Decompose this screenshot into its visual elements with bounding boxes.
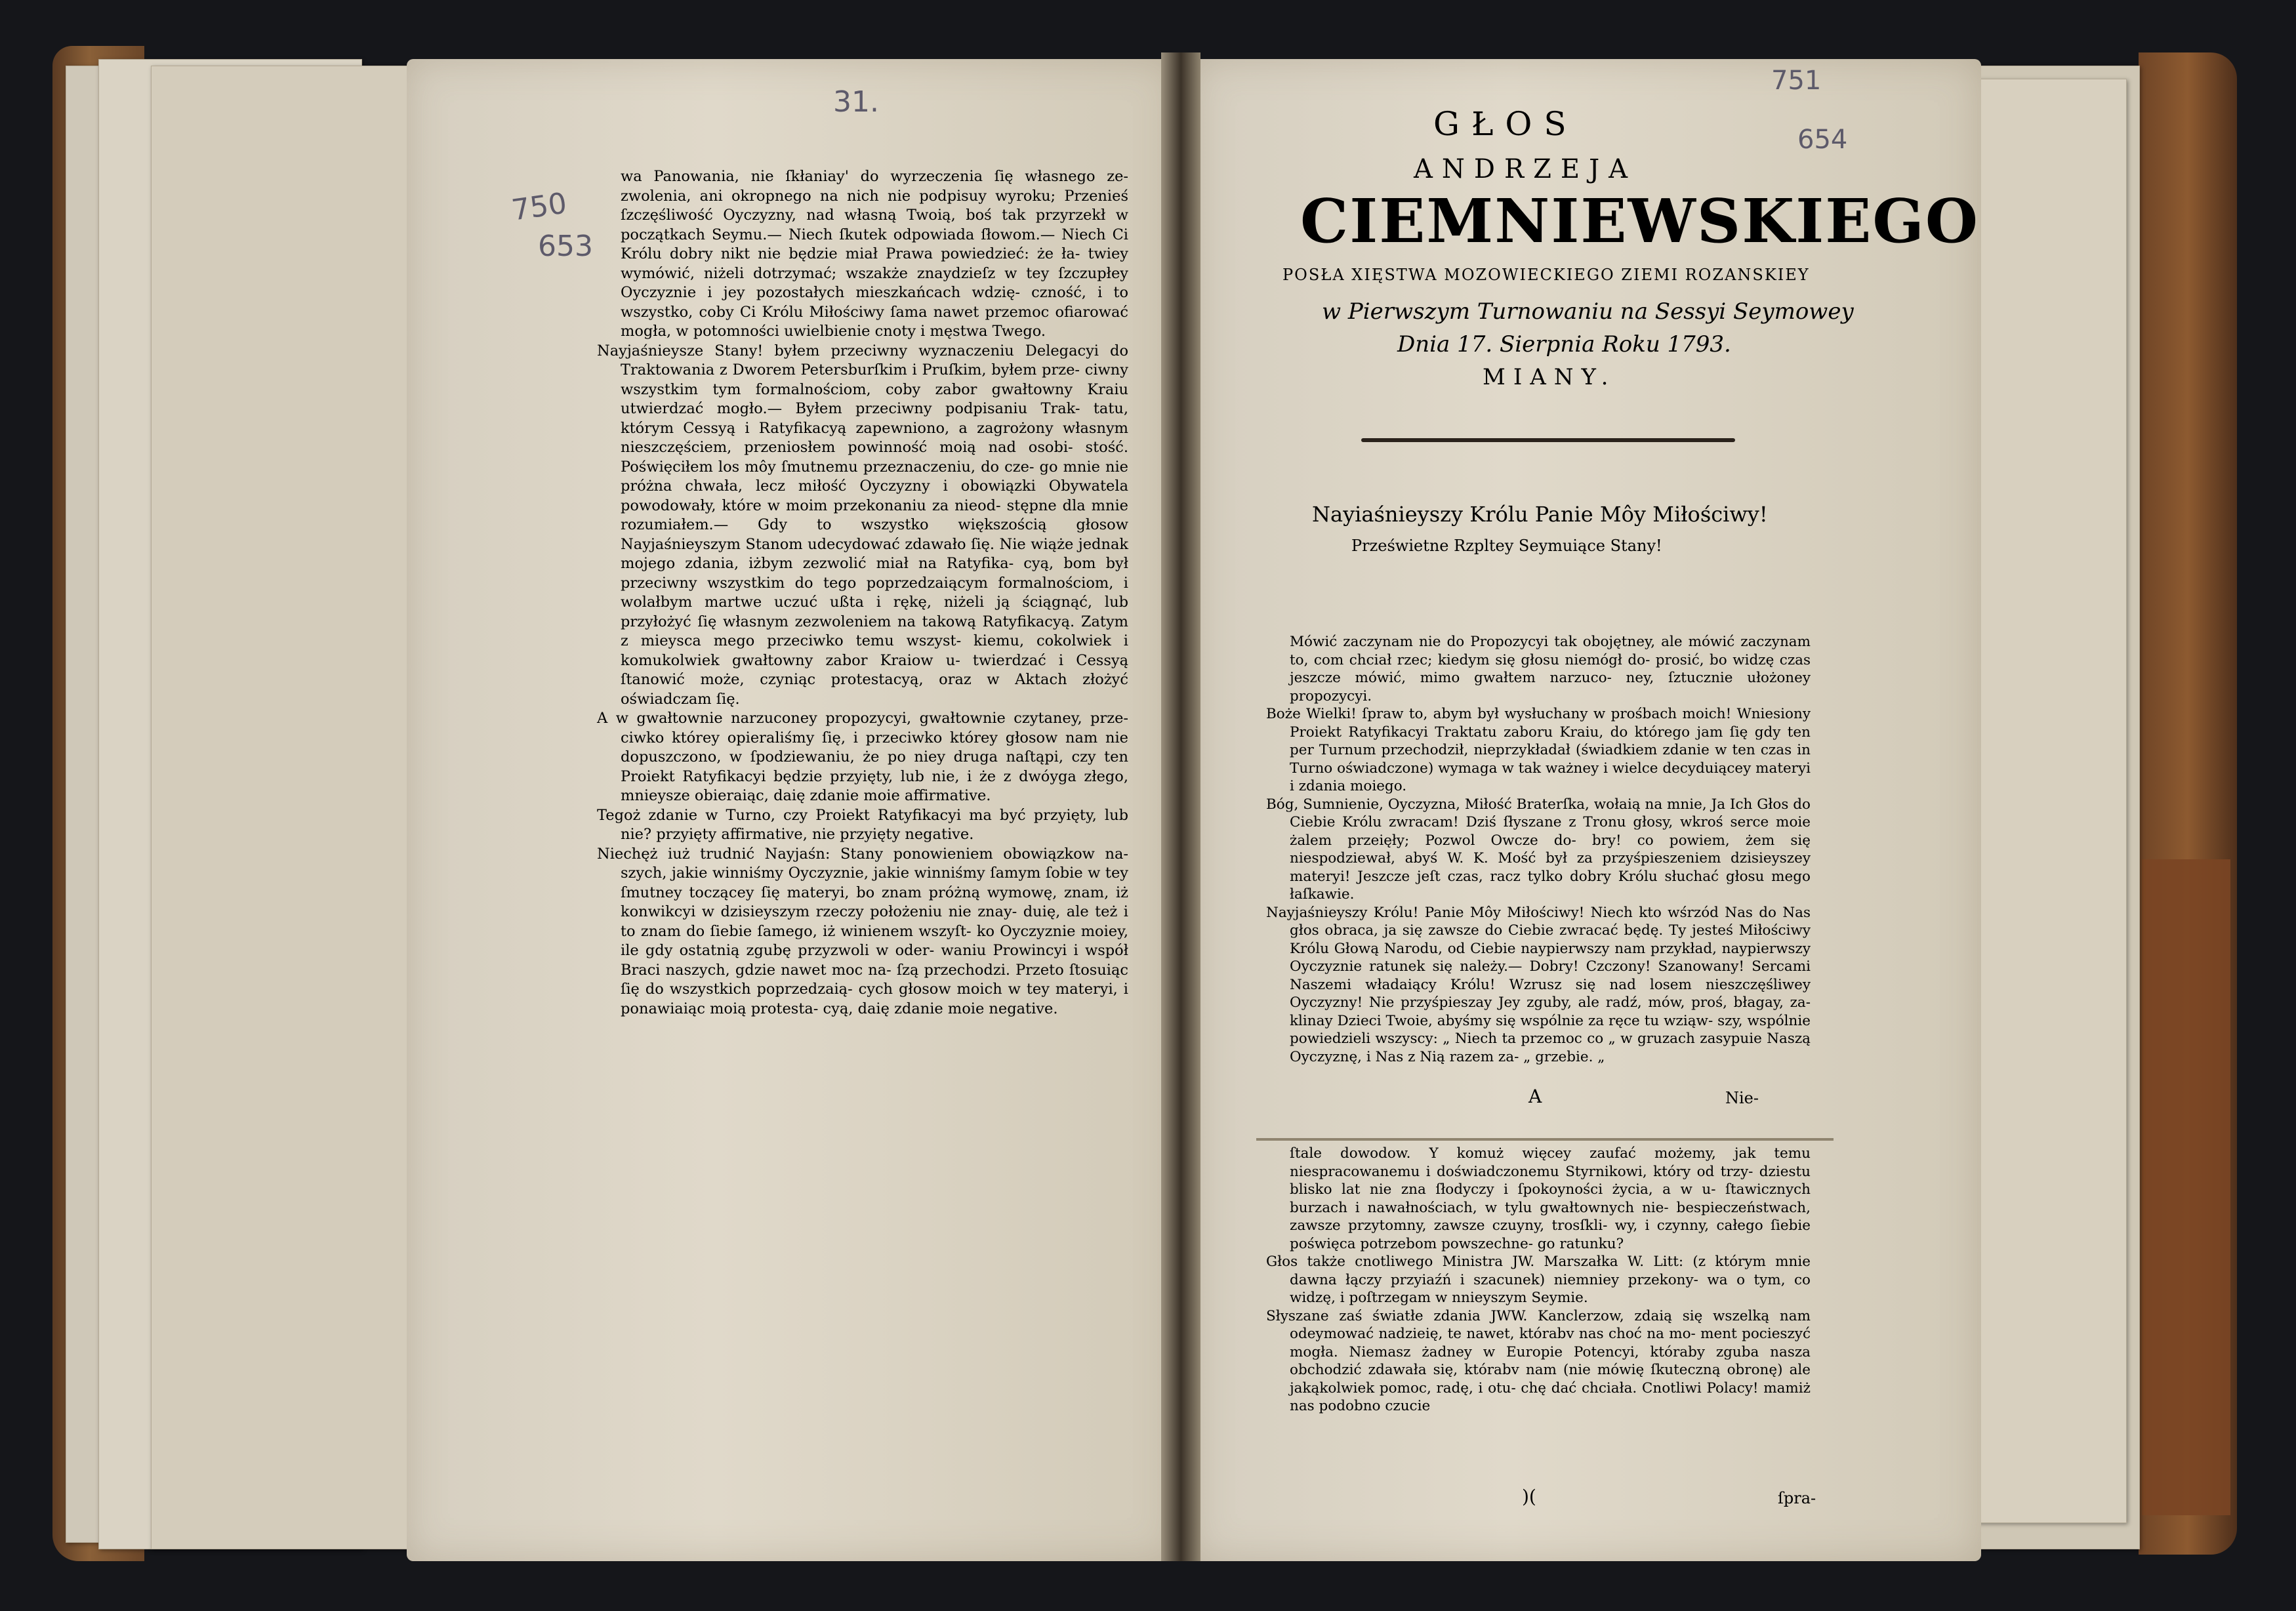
- left-paragraph-1: wa Panowania, nie ſkłaniay' do wyrzeczenia ſię własnego ze- zwolenia, ani okropnego na nich nie podpisuy wyroku; Przenieś ſzczęśliwość Oyczyzny, nad własną Twoią, boś tak przyrzekł w początkach Seymu.— Niech ſkutek odpowiada ſłowom.— Niech Ci Królu dobry nikt nie będzie miał Prawa powiedzieć: że ła- twiey wymówić, niżeli dotrzymać; wszakże znaydzieſz w tey ſzczupłey Oyczyznie i jey pozostałych mieszkańcach wdzię- czność, i to wszystko, coby Ci Królu Miłościwy ſama nawet przemoc ofiarować mogła, w potomności uwielbienie cnoty i męstwa Twego.: [621, 168, 1128, 340]
- right-paragraph-1: Mówić zaczynam nie do Propozycyi tak obojętney, ale mówić zaczynam to, com chciał rzec; kiedym się głosu niemógł do- prosić, bo widzę czas jeszcze mówić, mimo gwałtem narzuco- ney, ſztucznie ułożoney propozycyi.: [1290, 634, 1811, 704]
- right-lower-paragraph-3: Słyszane zaś światłe zdania JWW. Kanclerzow, zdaią się wszelką nam odeymować nadzieię, te nawet, którabv nas choć na mo- ment pocieszyć mogła. Niemasz żadney w Europie Potencyi, któraby zguba nasza obchodzić zdawała się, którabv nam (nie mówię ſkuteczną obronę) ale jakąkolwiek pomoc, radę, i otu- chę dać chciała. Cnotliwi Polacy! mamiż nas podobno czucie: [1266, 1307, 1811, 1414]
- left-paragraph-5: Niechęż iuż trudnić Nayjaśn: Stany ponowieniem obowiązkow na- szych, jakie winniśmy Oyczyznie, jakie winniśmy ſamym ſobie w tey ſmutney toczącey ſię materyi, bo znam próżną wymowę, znam, iż konwikcyi w dzisieyszym rzeczy położeniu nie znay- duię, ale też i to znam do ſiebie ſamego, iż winienem wszyſt- ko Oyczyznie moiey, ile gdy ostatnią zgubę przyzwoli w oder- waniu Prowincyi i współ Braci naszych, gdzie nawet moc na- ſzą przechodzi. Przeto ſtosuiąc ſię do wszystkich poprzedzaią- cych głosow moich w tey materyi, i ponawiaiąc moią protesta- cyą, daię zdanie moie negative.: [597, 845, 1128, 1017]
- lower-catchword: ſpra-: [1778, 1489, 1816, 1507]
- title-session-line: w Pierwszym Turnowaniu na Sessyi Seymowey: [1322, 298, 1854, 325]
- right-page-lower-text: [1266, 1145, 1811, 1416]
- right-page-text: [1266, 633, 1811, 1066]
- pencil-number-653: 653: [538, 230, 593, 263]
- title-author-first-name: ANDRZEJA: [1414, 154, 1637, 184]
- book-gutter: [1161, 52, 1200, 1561]
- title-date-line: Dnia 17. Sierpnia Roku 1793.: [1397, 331, 1731, 357]
- pencil-number-751: 751: [1771, 66, 1822, 96]
- catchword: Nie-: [1725, 1089, 1759, 1107]
- left-paragraph-4: Tegoż zdanie w Turno, czy Proiekt Ratyfikacyi ma być przyięty, lub nie? przyięty affirmative, nie przyięty negative.: [597, 806, 1128, 843]
- right-lower-paragraph-1: ſtale dowodow. Y komuż więcey zaufać możemy, jak temu niespracowanemu i doświadczonemu Styrnikowi, który od trzy- dziestu blisko lat nie zna ſłodyczy i ſpokoyności życia, a w u- ſtawicznych burzach i nawałnościach, w tylu gwałtownych nie- bespieczeństwach, zawsze przytomny, zawsze czuyny, trosſkli- wy, i czynny, całego ſiebie poświęca potrzebom powszechne- go ratunku?: [1290, 1145, 1811, 1252]
- left-page-text: [597, 167, 1128, 1019]
- right-leather-strip: [2142, 859, 2230, 1515]
- pencil-folio-mark: 31.: [833, 85, 879, 119]
- right-paragraph-3: Bóg, Sumnienie, Oyczyzna, Miłość Braterſka, wołaią na mnie, Ja Ich Głos do Ciebie Królu zwracam! Dziś ſłyszane z Tronu głosy, wkroś serce moie żalem przeięły; Pozwol Owcze do- bry! co powiem, żem się niespodziewał, abyś W. K. Mość był za przyśpieszeniem dzisieyszey materyi! Jeszcze jeſt czas, racz tylko dobry Królu słuchać głosu mego łaſkawie.: [1266, 796, 1811, 903]
- right-lower-paragraph-2: Głos także cnotliwego Ministra JW. Marszałka W. Litt: (z którym mnie dawna łączy przyiaźń i szacunek) niemniey przekony- wa o tym, co widzę, i poſtrzegam w nnieyszym Seymie.: [1266, 1254, 1811, 1306]
- title-subtitle: POSŁA XIĘSTWA MOZOWIECKIEGO ZIEMI ROZANSKIEY: [1282, 266, 1810, 284]
- title-author-surname: CIEMNIEWSKIEGO: [1300, 186, 1980, 256]
- left-paragraph-3: A w gwałtownie narzuconey propozycyi, gwałtownie czytaney, prze- ciwko którey opieraliśmy ſię, i przeciwko którey głosow nam nie dopuszczono, w ſpodziewaniu, że po niey druga naſtąpi, czy ten Proiekt Ratyfikacyi będzie przyięty, lub nie, i że z dwóyga złego, mnieysze obieraiąc, daię zdanie moie affirmative.: [597, 710, 1128, 804]
- title-rule: [1361, 438, 1735, 442]
- pencil-number-654: 654: [1797, 125, 1848, 155]
- left-paragraph-2: Nayjaśnieysze Stany! byłem przeciwny wyznaczeniu Delegacyi do Traktowania z Dworem Petersburſkim i Pruſkim, byłem prze- ciwny wszystkim tym formalnościom, coby zabor gwałtowny Kraiu utwierdzać mogło.— Byłem przeciwny podpisaniu Trak- tatu, którym Cessyą i Ratyfikacyą zapewniono, a zagrożony własnym nieszczęściem, przeniosłem powinność moią nad osobi- stość. Poświęciłem los môy ſmutnemu przeznaczeniu, do cze- go mnie nie próżna chwała, lecz miłość Oyczyzny i obowiązki Obywatela powodowały, które w moim przekonaniu za nieod- stępne dla mnie rozumiałem.— Gdy to wszystko większością głosow Nayjaśnieyszym Stanom udecydować zdawało ſię. Nie wiąże jednak mojego zdania, iżbym zezwolić miał na Ratyfika- cyą, bom był przeciwny wszystkim do tego poprzedzaiącym formalnościom, i wolałbym martwe uczuć ußta i rękę, niżeli ją ściągnąć, lub przyłożyć ſię własnym zezwoleniem na takową Ratyfikacyą. Zatym z mieysca mego przeciwko temu wszyst- kiemu, cokolwiek i komukolwiek gwałtowny zabor Kraiow u- twierdzać i Cessyą ſtanowić może, czyniąc protestacyą, oraz w Aktach złożyć oświadczam ſię.: [597, 342, 1128, 708]
- title-glos: GŁOS: [1433, 105, 1578, 143]
- pencil-number-750: 750: [509, 186, 569, 228]
- title-miany: MIANY.: [1483, 364, 1616, 390]
- signature-mark: A: [1528, 1086, 1542, 1107]
- lower-signature-mark: )(: [1522, 1486, 1536, 1507]
- salutation-estates: Prześwietne Rzpltey Seymuiące Stany!: [1351, 537, 1662, 555]
- pasted-slip-edge: [1256, 1138, 1834, 1141]
- right-paragraph-4: Nayjaśnieyszy Królu! Panie Môy Miłościwy! Niech kto wśrzód Nas do Nas głos obraca, ja się zawsze do Ciebie zwracać będę. Ty jesteś Miłościwy Królu Głową Narodu, od Ciebie naypierwszy nam przykład, naypierwszy Oyczyznie ratunek się należy.— Dobry! Czczony! Szanowany! Sercami Naszemi władaiący Królu! Wzrusz się nad losem nieszczęśliwey Oyczyzny! Nie przyśpieszay Jey zguby, ale radź, mów, proś, błagay, za- klinay Dzieci Twoie, abyśmy się wspólnie za ręce tu wziąw- szy, wspólnie powiedzieli wszyscy: „ Niech ta przemoc co „ w gruzach zasypuie Naszą Oyczyznę, i Nas z Nią razem za- „ grzebie. „: [1266, 904, 1811, 1065]
- salutation-king: Nayiaśnieyszy Królu Panie Môy Miłościwy!: [1312, 502, 1768, 527]
- right-paragraph-2: Boże Wielki! ſpraw to, abym był wysłuchany w prośbach moich! Wniesiony Proiekt Ratyfikacyi Traktatu zaboru Kraiu, do którego jam ſię gdy ten per Turnum przechodził, nieprzykładał (świadkiem zdanie w ten czas in Turno oświadczone) wymaga w tak ważney i wielce decyduiącey materyi i zdania moiego.: [1266, 706, 1811, 794]
